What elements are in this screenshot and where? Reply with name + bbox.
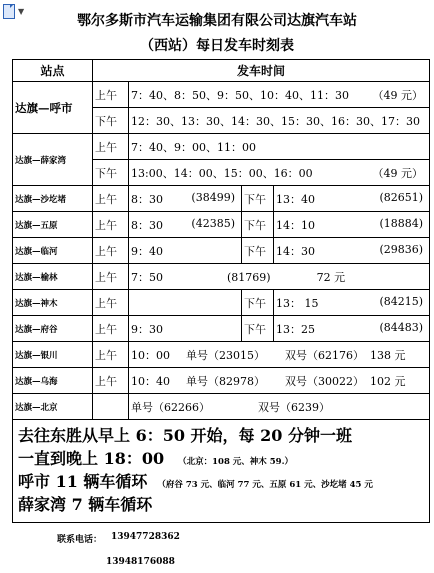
pm-label: 下午	[93, 160, 129, 186]
notes-cell	[13, 420, 430, 523]
route-hohhot: 达旗—呼市	[13, 82, 93, 134]
table-row	[13, 368, 430, 394]
yinchuan-price: 138 元	[370, 348, 406, 362]
pm-label: 下午	[93, 108, 129, 134]
schedule-title: （西站）每日发车时刻表	[140, 38, 294, 54]
pm-label: 下午	[242, 186, 274, 212]
route-wuhai: 达旗—乌海	[13, 368, 93, 394]
note-hohhot-cycle: 呼市 11 辆车循环	[18, 472, 148, 491]
wuhai-time: 10：40	[131, 374, 170, 388]
route-linhe: 达旗—临河	[13, 238, 93, 264]
shagedu-am-time: 8：30	[131, 192, 163, 206]
shenmu-pm-time: 13： 15	[276, 296, 319, 310]
xuejiawan-price: （49 元）	[372, 166, 424, 180]
shenmu-pm-cell	[274, 290, 430, 316]
am-label: 上午	[93, 264, 129, 290]
route-fugu: 达旗—府谷	[13, 316, 93, 342]
wuyuan-pm-bus-no: (18884)	[379, 216, 424, 230]
shagedu-pm-cell	[274, 186, 430, 212]
linhe-am-time: 9：40	[129, 238, 242, 264]
note-dongsheng: 去往东胜从早上 6：50 开始，每 20 分钟一班	[18, 426, 352, 445]
note-line-3	[18, 470, 424, 493]
shenmu-am-empty	[129, 290, 242, 316]
route-shenmu: 达旗—神木	[13, 290, 93, 316]
linhe-pm-cell	[274, 238, 430, 264]
fugu-am-time: 9：30	[129, 316, 242, 342]
notes-row	[13, 420, 430, 523]
route-beijing: 达旗—北京	[13, 394, 93, 420]
shenmu-pm-bus-no: (84215)	[379, 294, 424, 308]
wuyuan-am-time: 8：30	[131, 218, 163, 232]
wuyuan-pm-cell	[274, 212, 430, 238]
am-label: 上午	[93, 186, 129, 212]
shagedu-am-bus-no: (38499)	[191, 190, 235, 204]
am-label: 上午	[93, 134, 129, 160]
xuejiawan-am-times: 7：40、9：00、11：00	[129, 134, 430, 160]
am-label: 上午	[93, 212, 129, 238]
route-wuyuan: 达旗—五原	[13, 212, 93, 238]
table-row	[13, 186, 430, 212]
hohhot-pm-times: 12：30、13：30、14：30、15：30、16：30、17：30	[129, 108, 430, 134]
am-label: 上午	[93, 368, 129, 394]
contact-phone-1: 13947728362	[111, 532, 180, 542]
table-row	[13, 82, 430, 108]
table-row	[13, 212, 430, 238]
route-yinchuan: 达旗—银川	[13, 342, 93, 368]
yulin-am-time: 7：50	[131, 270, 163, 284]
table-row	[13, 394, 430, 420]
beijing-odd-bus: 单号（62266）	[131, 400, 210, 414]
note-line-2	[18, 447, 424, 470]
contact-phone-2: 13948176088	[106, 557, 175, 567]
shagedu-pm-bus-no: (82651)	[379, 190, 424, 204]
yulin-bus-no: (81769)	[227, 270, 271, 284]
route-yulin: 达旗—榆林	[13, 264, 93, 290]
yinchuan-cell	[129, 342, 430, 368]
fugu-pm-cell	[274, 316, 430, 342]
pm-label: 下午	[242, 212, 274, 238]
wuhai-price: 102 元	[370, 374, 406, 388]
wuyuan-am-cell	[129, 212, 242, 238]
route-xuejiawan: 达旗—薛家湾	[13, 134, 93, 186]
note-price-beijing-shenmu: （北京：108 元、神木 59.）	[178, 457, 294, 467]
am-label: 上午	[93, 316, 129, 342]
fugu-pm-time: 13：25	[276, 322, 315, 336]
beijing-empty-cell	[93, 394, 129, 420]
yinchuan-odd-bus: 单号（23015）	[186, 348, 265, 362]
yulin-price: 72 元	[316, 270, 346, 284]
fugu-pm-bus-no: (84483)	[379, 320, 424, 334]
route-shagedu: 达旗—沙圪堵	[13, 186, 93, 212]
table-header-row	[13, 60, 430, 82]
wuhai-even-bus: 双号（30022）	[285, 374, 364, 388]
hohhot-am-cell	[129, 82, 430, 108]
am-label: 上午	[93, 82, 129, 108]
hohhot-am-times: 7：40、8：50、9：50、10：40、11：30	[131, 88, 349, 102]
dropdown-caret-icon: ▼	[18, 7, 25, 16]
am-label: 上午	[93, 290, 129, 316]
yulin-cell	[129, 264, 430, 290]
header-departure: 发车时间	[93, 60, 430, 82]
wuhai-cell	[129, 368, 430, 394]
wuyuan-am-bus-no: (42385)	[191, 216, 235, 230]
am-label: 上午	[93, 342, 129, 368]
linhe-pm-time: 14：30	[276, 244, 315, 258]
table-row	[13, 342, 430, 368]
table-row	[13, 316, 430, 342]
xuejiawan-pm-cell	[129, 160, 430, 186]
pm-label: 下午	[242, 238, 274, 264]
company-title: 鄂尔多斯市汽车运输集团有限公司达旗汽车站	[77, 13, 357, 29]
document-fold-shape	[10, 4, 14, 8]
schedule-table	[12, 59, 430, 523]
shagedu-pm-time: 13：40	[276, 192, 315, 206]
linhe-pm-bus-no: (29836)	[379, 242, 424, 256]
table-row	[13, 264, 430, 290]
note-until-18: 一直到晚上 18：00	[18, 449, 165, 468]
yinchuan-time: 10：00	[131, 348, 170, 362]
header-station: 站点	[13, 60, 93, 82]
hohhot-price: （49 元）	[372, 88, 424, 102]
pm-label: 下午	[242, 290, 274, 316]
pm-label: 下午	[242, 316, 274, 342]
xuejiawan-pm-times: 13:00、14：00、15：00、16：00	[131, 166, 313, 180]
yinchuan-even-bus: 双号（62176）	[285, 348, 364, 362]
wuyuan-pm-time: 14：10	[276, 218, 315, 232]
note-price-list: （府谷 73 元、临河 77 元、五原 61 元、沙圪堵 45 元	[157, 480, 373, 490]
table-row	[13, 134, 430, 160]
note-xuejiawan-cycle: 薛家湾 7 辆车循环	[18, 495, 153, 514]
wuhai-odd-bus: 单号（82978）	[186, 374, 265, 388]
contact-label: 联系电话：	[57, 535, 103, 545]
shagedu-am-cell	[129, 186, 242, 212]
beijing-even-bus: 双号（6239）	[258, 400, 330, 414]
beijing-cell	[129, 394, 430, 420]
table-row	[13, 290, 430, 316]
table-row	[13, 238, 430, 264]
am-label: 上午	[93, 238, 129, 264]
